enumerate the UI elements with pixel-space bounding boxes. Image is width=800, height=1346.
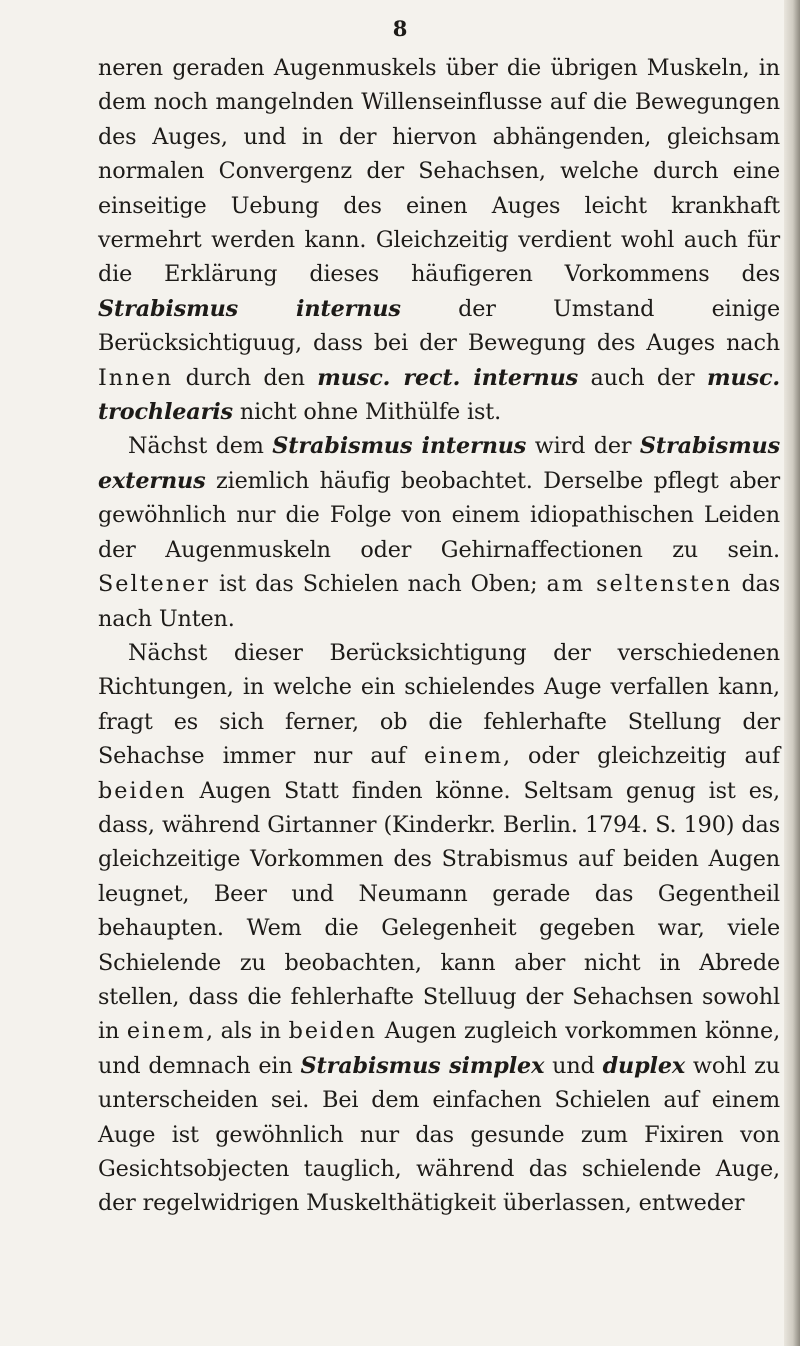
text-segment: das nach Unten. bbox=[98, 571, 780, 632]
spaced-emphasis: einem bbox=[423, 743, 503, 770]
spaced-emphasis: beiden bbox=[288, 1018, 378, 1045]
spaced-emphasis: einem bbox=[126, 1018, 206, 1045]
italic-term: Strabismus internus bbox=[272, 433, 527, 460]
italic-term: Strabismus internus bbox=[98, 295, 401, 322]
text-segment: wird der bbox=[526, 433, 640, 460]
italic-term: musc. rect. internus bbox=[317, 364, 579, 391]
paragraph-2 bbox=[98, 429, 780, 635]
text-segment: auch der bbox=[578, 364, 708, 391]
text-segment: , als in bbox=[205, 1018, 289, 1045]
text-segment: Nächst dieser Berücksichtigung der verschiedenen Richtungen, in welche ein schielendes Auge verfallen kann, fragt es sich ferner, ob die fehlerhafte Stellung der Sehachse immer nur auf bbox=[98, 639, 780, 770]
text-segment: ist das Schielen nach Oben; bbox=[209, 571, 547, 598]
spaced-emphasis: Seltener bbox=[98, 571, 210, 598]
text-segment: ziemlich häufig beobachtet. Derselbe pflegt aber gewöhnlich nur die Folge von einem idiopathischen Leiden der Augenmuskeln oder Gehirnaffectionen zu sein. bbox=[98, 467, 780, 563]
page-edge-shadow bbox=[784, 0, 800, 1346]
paragraph-3 bbox=[98, 636, 780, 1221]
italic-term: Strabismus externus bbox=[98, 433, 780, 494]
body-text bbox=[98, 51, 780, 1221]
text-segment: Nächst dem bbox=[128, 433, 273, 460]
text-segment: der Umstand einige Berücksichtiguug, dass bei der Bewegung des Auges nach bbox=[98, 295, 780, 357]
text-segment: wohl zu unterscheiden sei. Bei dem einfachen Schielen auf einem Auge ist gewöhnlich nur das gesunde zum Fixiren von Gesichtsobjecten tauglich, während das schielende Auge, der regelwidrigen Muskelthätigkeit überlassen, entweder bbox=[98, 1052, 780, 1217]
italic-term: musc. trochlearis bbox=[98, 364, 780, 426]
page-number: 8 bbox=[392, 16, 408, 41]
italic-term: duplex bbox=[602, 1052, 686, 1079]
text-segment: Augen Statt finden könne. Seltsam genug ist es, dass, während Girtanner (Kinderkr. Berlin. 1794. S. 190) das gleichzeitige Vorkommen des Strabismus auf beiden Augen leugnet, Beer und Neumann gerade das Gegentheil behaupten. Wem die Gelegenheit gegeben war, viele Schielende zu beobachten, kann aber nicht in Abrede stellen, dass die fehlerhafte Stelluug der Sehachsen sowohl in bbox=[98, 777, 780, 1045]
text-segment: Augen zugleich vorkommen könne, und demnach ein bbox=[98, 1018, 781, 1079]
text-segment: durch den bbox=[173, 364, 318, 391]
text-segment: , oder gleichzeitig auf bbox=[502, 743, 780, 770]
text-segment: nicht ohne Mithülfe ist. bbox=[232, 399, 502, 426]
text-segment: und bbox=[544, 1052, 603, 1079]
spaced-emphasis: beiden bbox=[98, 777, 187, 804]
text-segment: neren geraden Augenmuskels über die übrigen Muskeln, in dem noch mangelnden Willenseinflusse auf die Bewegungen des Auges, und in der hiervon abhängenden, gleichsam normalen Convergenz der Sehachsen, welche durch eine einseitige Uebung des einen Auges leicht krankhaft vermehrt werden kann. Gleichzeitig verdient wohl auch für die Erklärung dieses häufigeren Vorkommens des bbox=[98, 55, 780, 288]
spaced-emphasis: Innen bbox=[98, 364, 174, 391]
spaced-emphasis: am seltensten bbox=[546, 571, 733, 598]
paragraph-1 bbox=[98, 51, 780, 429]
italic-term: Strabismus simplex bbox=[300, 1052, 545, 1079]
